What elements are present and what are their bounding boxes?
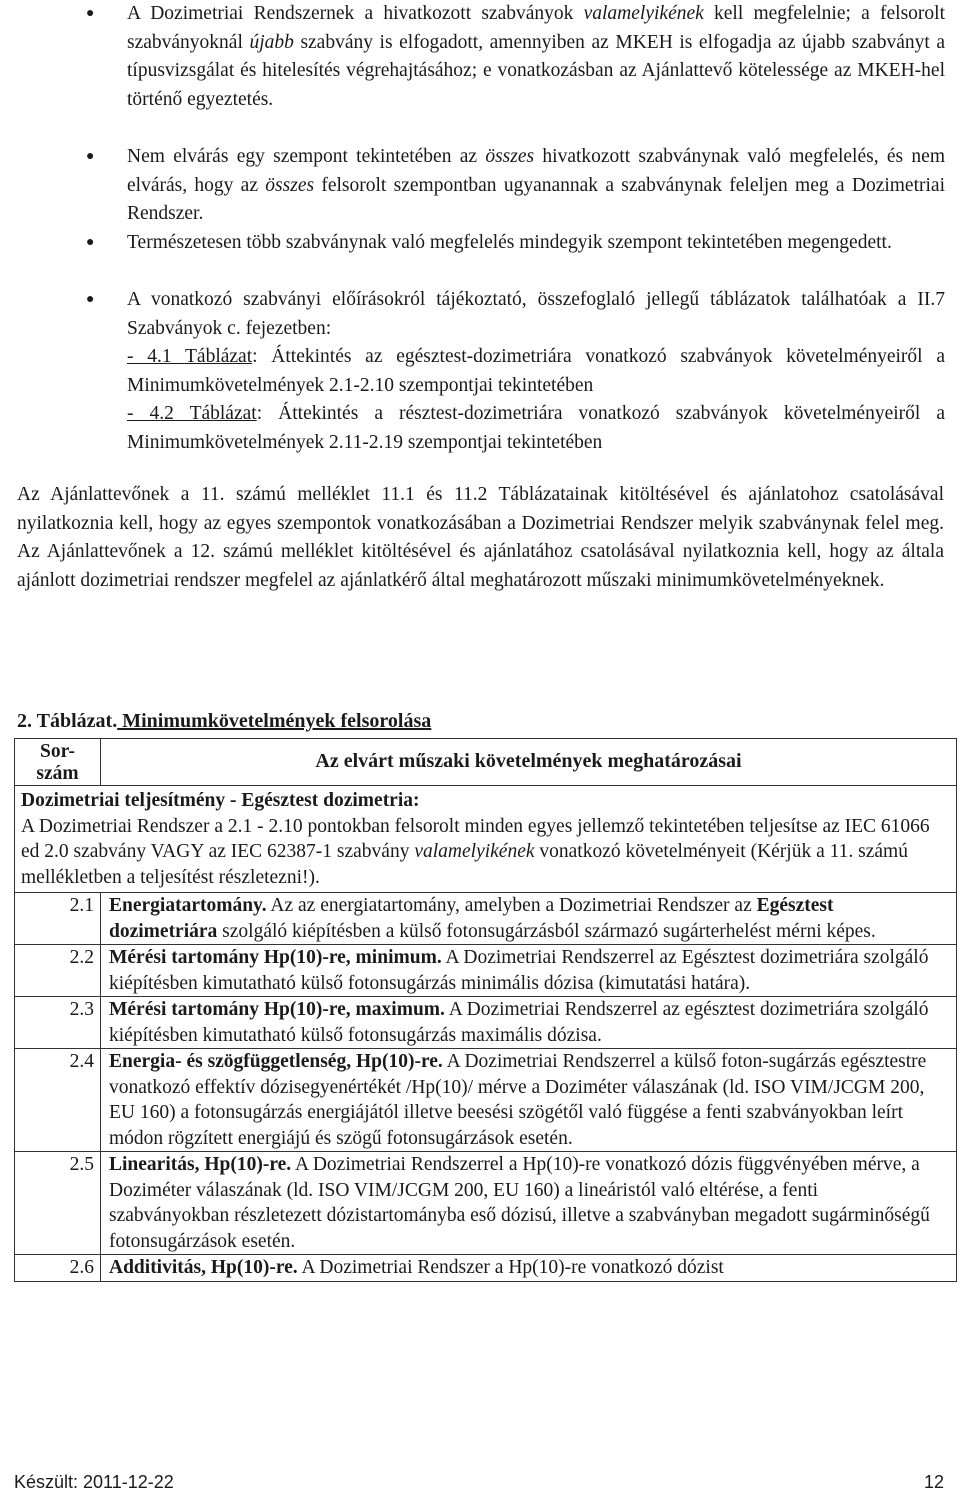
- bullet-text: Természetesen több szabványnak való megfelelés mindegyik szempont tekintetében megengedett.: [127, 232, 892, 253]
- section-title: Dozimetriai teljesítmény - Egésztest dozimetria:: [21, 790, 420, 811]
- header-title: Az elvárt műszaki követelmények meghatározásai: [101, 739, 957, 786]
- row-description: Additivitás, Hp(10)-re. A Dozimetriai Rendszer a Hp(10)-re vonatkozó dózist: [101, 1255, 957, 1282]
- table-row: [15, 1152, 957, 1255]
- table-link-4-2[interactable]: - 4.2 Táblázat: [127, 403, 257, 425]
- table-row: [15, 997, 957, 1049]
- bullet-dot: ●: [86, 6, 95, 21]
- row-description: Linearitás, Hp(10)-re. A Dozimetriai Rendszerrel a Hp(10)-re vonatkozó dózis függvényében mérve, a Doziméter válaszának (ld. ISO VIM/JCGM 200, EU 160) a lineáristól való eltérése, a fenti szabványokban részletezett dózistartományba eső dózisú, illetve a szabványban megadott sugárminőségű fotonsugárzások esetén.: [101, 1152, 957, 1255]
- requirements-table: [14, 738, 957, 1282]
- table-header-row: [15, 739, 957, 786]
- row-description: Mérési tartomány Hp(10)-re, minimum. A Dozimetriai Rendszerrel az Egésztest dozimetriára szolgáló kiépítésben kimutatható külső fotonsugárzás minimális dózisa (kimutatási határa).: [101, 945, 957, 997]
- section-cell: Dozimetriai teljesítmény - Egésztest dozimetria: A Dozimetriai Rendszer a 2.1 - 2.10 pontokban felsorolt minden egyes jellemző tekintetében teljesítse az IEC 61066 ed 2.0 szabvány VAGY az IEC 62387-1 szabvány valamelyikének vonatkozó követelményeit (Kérjük a 11. számú mellékletben a teljesítést részletezni!).: [15, 786, 957, 893]
- bullet-dot: ●: [86, 235, 95, 250]
- table-row: [15, 893, 957, 945]
- table-row: [15, 1049, 957, 1152]
- table-row: [15, 1255, 957, 1282]
- bullet-text: [127, 286, 945, 458]
- row-description: Mérési tartomány Hp(10)-re, maximum. A Dozimetriai Rendszerrel az egésztest dozimetriára szolgáló kiépítésben kimutatható külső fotonsugárzás maximális dózisa.: [101, 997, 957, 1049]
- row-description: Energia- és szögfüggetlenség, Hp(10)-re. A Dozimetriai Rendszerrel a külső foton-sugárzás egésztestre vonatkozó effektív dózisegyenértékét /Hp(10)/ mérve a Doziméter válaszának (ld. ISO VIM/JCGM 200, EU 160) a fotonsugárzás energiájától illetve beesési szögétől való függése a fenti szabványokban leírt módon rögzített energiájú és szögű fotonsugárzások esetén.: [101, 1049, 957, 1152]
- section-row: [15, 786, 957, 893]
- row-number: 2.2: [15, 945, 101, 997]
- sub-item: - 4.1 Táblázat: Áttekintés az egésztest-dozimetriára vonatkozó szabványok követelményeiről a Minimumkövetelmények 2.1-2.10 szempontjai tekintetében: [127, 346, 945, 396]
- row-number: 2.4: [15, 1049, 101, 1152]
- page-number: 12: [923, 1472, 944, 1492]
- sub-item: - 4.2 Táblázat: Áttekintés a résztest-dozimetriára vonatkozó szabványok követelményeiről a Minimumkövetelmények 2.11-2.19 szempontjai tekintetében: [127, 403, 946, 453]
- declaration-paragraph: Az Ajánlattevőnek a 11. számú melléklet 11.1 és 11.2 Táblázatainak kitöltésével és ajánlatohoz csatolásával nyilatkoznia kell, hogy az egyes szempontok vonatkozásában a Dozimetriai Rendszer melyik szabványnak felel meg. Az Ajánlattevőnek a 12. számú melléklet kitöltésével és ajánlatához csatolásával nyilatkoznia kell, hogy az általa ajánlott dozimetriai rendszer megfelel az ajánlatkérő által meghatározott műszaki minimumkövetelményeknek.: [17, 484, 944, 591]
- header-number: Sor- szám: [15, 739, 101, 786]
- bullet-dot: ●: [86, 292, 95, 307]
- footer-date: Készült: 2011-12-22: [14, 1472, 174, 1492]
- table-link-4-1[interactable]: - 4.1 Táblázat: [127, 346, 253, 368]
- row-description: Energiatartomány. Az az energiatartomány, amelyben a Dozimetriai Rendszer az Egésztest dozimetriára szolgáló kiépítésben a külső fotonsugárzásból származó sugárterhelést mérni képes.: [101, 893, 957, 945]
- bullet-text: Nem elvárás egy szempont tekintetében az összes hivatkozott szabványnak való megfelelés, és nem elvárás, hogy az összes felsorolt szempontban ugyanannak a szabványnak feleljen meg a Dozimetriai Rendszer.: [127, 146, 945, 225]
- bullet-dot: ●: [86, 149, 95, 164]
- row-number: 2.5: [15, 1152, 101, 1255]
- row-number: 2.3: [15, 997, 101, 1049]
- table-row: [15, 945, 957, 997]
- row-number: 2.6: [15, 1255, 101, 1282]
- bullet-intro: A vonatkozó szabványi előírásokról tájékoztató, összefoglaló jellegű táblázatok találhatóak a II.7 Szabványok c. fejezetben:: [127, 289, 945, 339]
- row-number: 2.1: [15, 893, 101, 945]
- table-caption: 2. Táblázat. Minimumkövetelmények felsorolása: [17, 710, 432, 732]
- bullet-text: A Dozimetriai Rendszernek a hivatkozott szabványok valamelyikének kell megfelelnie; a felsorolt szabványoknál újabb szabvány is elfogadott, amennyiben az MKEH is elfogadja az újabb szabványt a típusvizsgálat és hitelesítés végrehajtásához; e vonatkozásban az Ajánlattevő kötelessége az MKEH-hel történő egyeztetés.: [127, 3, 945, 110]
